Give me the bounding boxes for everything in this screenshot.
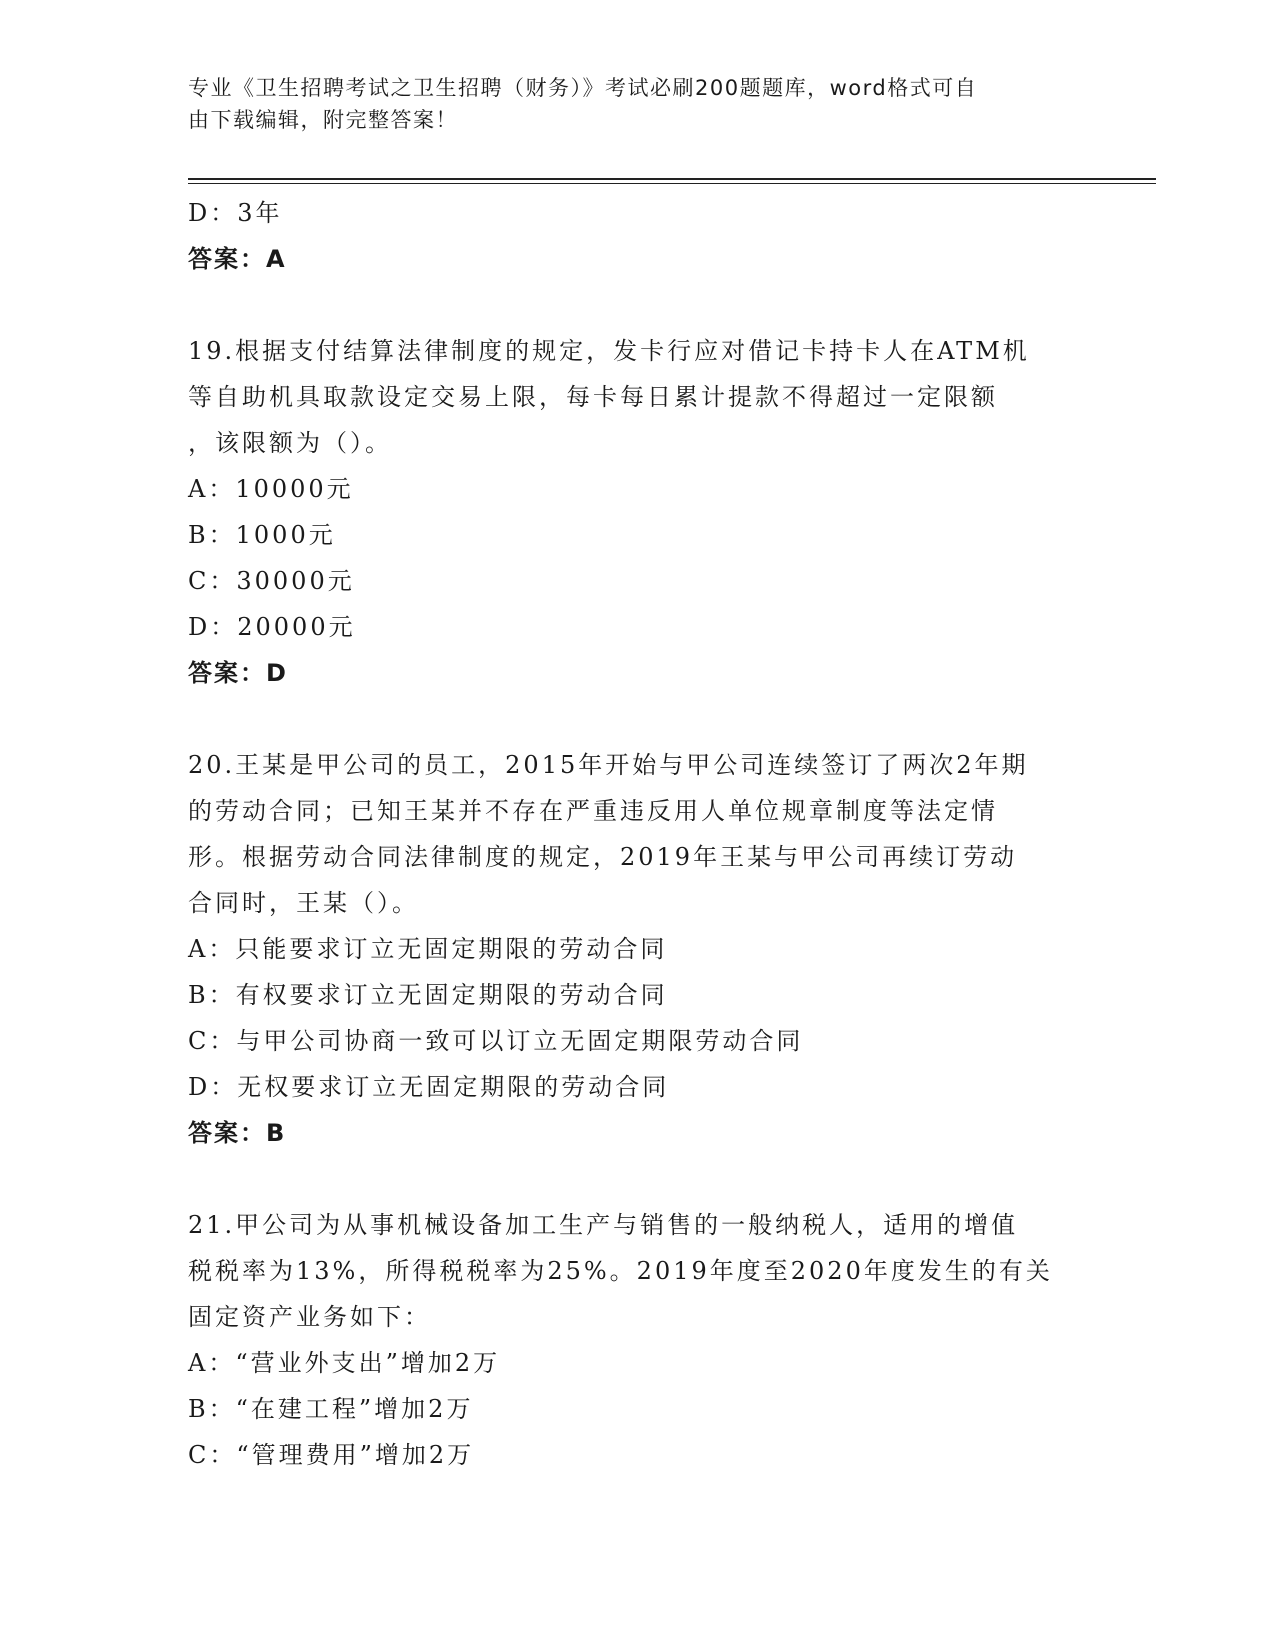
- header-divider-thick: [188, 178, 1156, 180]
- question-text-line: 形。根据劳动合同法律制度的规定，2019年王某与甲公司再续订劳动: [188, 843, 1018, 871]
- question-text-line: 19.根据支付结算法律制度的规定，发卡行应对借记卡持卡人在ATM机: [188, 337, 1030, 365]
- option-b: B：有权要求订立无固定期限的劳动合同: [188, 981, 668, 1009]
- question-19: [188, 328, 1088, 696]
- spacer: [188, 696, 1088, 742]
- question-text-line: 等自助机具取款设定交易上限，每卡每日累计提款不得超过一定限额: [188, 383, 998, 411]
- answer-line: 答案：B: [188, 1119, 287, 1147]
- option-d: D：3年: [188, 199, 283, 227]
- option-d: D：20000元: [188, 613, 356, 641]
- header-divider-thin: [188, 183, 1156, 184]
- option-c: C：“管理费用”增加2万: [188, 1441, 475, 1469]
- option-d: D：无权要求订立无固定期限的劳动合同: [188, 1073, 670, 1101]
- question-list: [188, 190, 1088, 1478]
- answer-line: 答案：A: [188, 245, 287, 273]
- option-c: C：30000元: [188, 567, 355, 595]
- answer-line: 答案：D: [188, 659, 288, 687]
- page-header: [188, 72, 1068, 136]
- question-text-line: 固定资产业务如下：: [188, 1303, 431, 1331]
- question-text-line: ，该限额为（）。: [188, 429, 392, 457]
- option-a: A：“营业外支出”增加2万: [188, 1349, 501, 1377]
- spacer: [188, 1156, 1088, 1202]
- question-text-line: 20.王某是甲公司的员工，2015年开始与甲公司连续签订了两次2年期: [188, 751, 1029, 779]
- spacer: [188, 282, 1088, 328]
- header-line-2: 由下载编辑，附完整答案！: [188, 108, 458, 132]
- option-b: B：“在建工程”增加2万: [188, 1395, 474, 1423]
- question-21: [188, 1202, 1088, 1478]
- option-a: A：10000元: [188, 475, 354, 503]
- question-text-line: 21.甲公司为从事机械设备加工生产与销售的一般纳税人，适用的增值: [188, 1211, 1019, 1239]
- question-text-line: 的劳动合同；已知王某并不存在严重违反用人单位规章制度等法定情: [188, 797, 998, 825]
- option-b: B：1000元: [188, 521, 336, 549]
- previous-question-tail: [188, 190, 1088, 282]
- option-c: C：与甲公司协商一致可以订立无固定期限劳动合同: [188, 1027, 804, 1055]
- question-text-line: 税税率为13%，所得税税率为25%。2019年度至2020年度发生的有关: [188, 1257, 1053, 1285]
- question-20: [188, 742, 1088, 1156]
- question-text-line: 合同时，王某（）。: [188, 889, 419, 917]
- option-a: A：只能要求订立无固定期限的劳动合同: [188, 935, 668, 963]
- header-line-1: 专业《卫生招聘考试之卫生招聘（财务）》考试必刷200题题库，word格式可自: [188, 76, 978, 100]
